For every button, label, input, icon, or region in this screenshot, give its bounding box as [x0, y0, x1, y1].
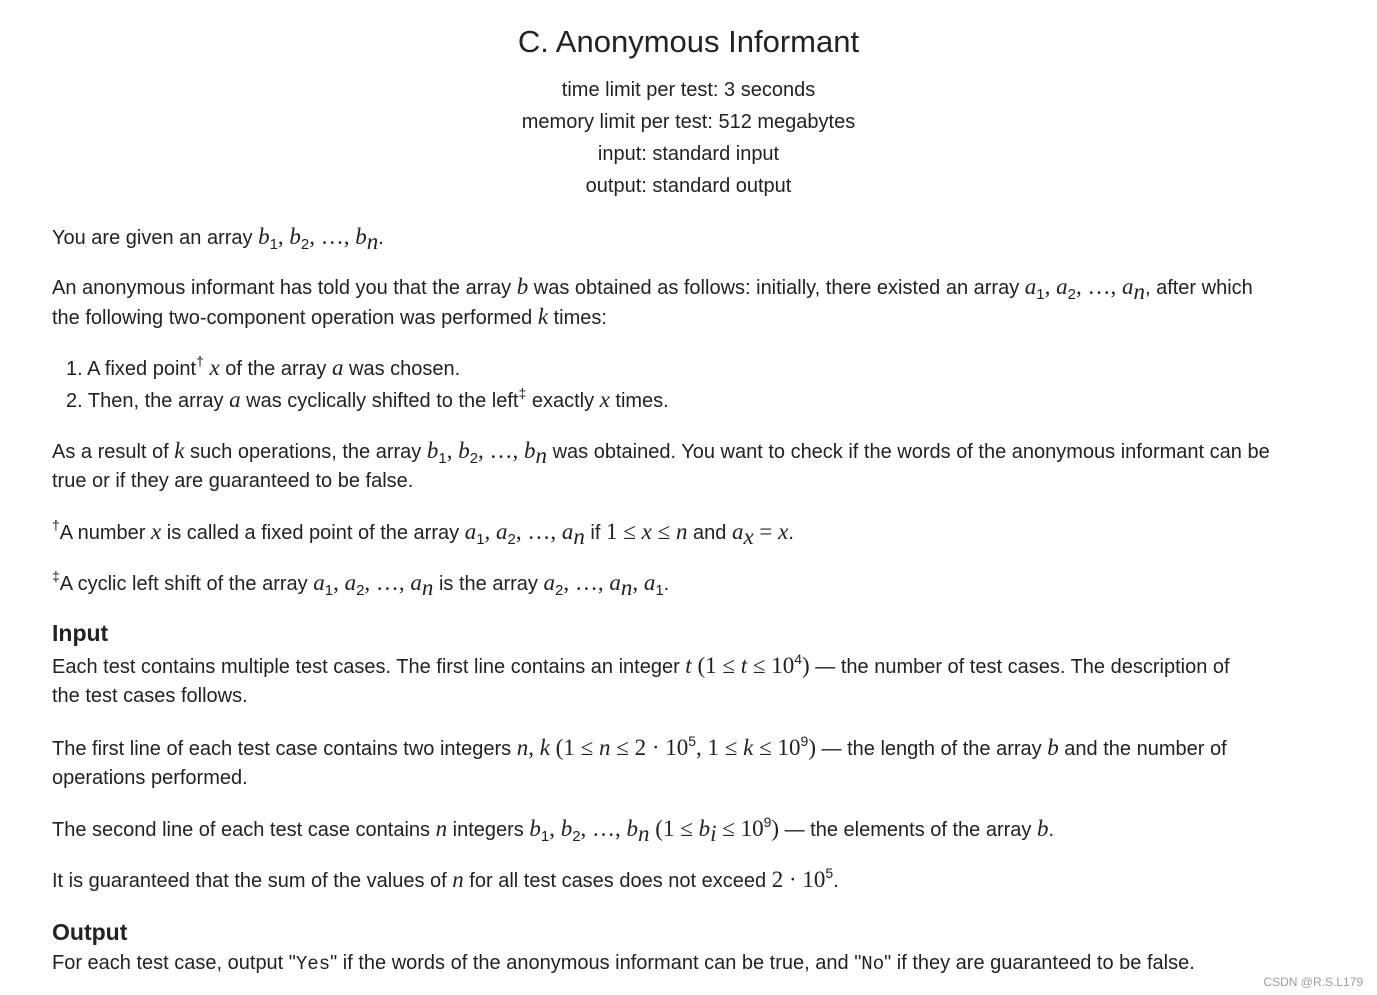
- input-paragraph: It is guaranteed that the sum of the values of n for all test cases does not exceed $2 \cdot 10^5$.: [52, 865, 839, 892]
- statement-paragraph: You are given an array $b_1$, $b_2$, …, $b_n$.: [52, 224, 384, 254]
- input-paragraph: The second line of each test case contains n integers $b_1$, $b_2$, …, $b_n$ $(1 \le b_i \le 10^9)$ — the elements of the array b.: [52, 814, 1055, 846]
- time-limit: time limit per test: 3 seconds: [561, 79, 816, 101]
- input-paragraph: the test cases follows.: [52, 685, 248, 707]
- yes-literal: Yes: [295, 953, 331, 975]
- statement-paragraph: true or if they are guaranteed to be false.: [52, 470, 414, 492]
- statement-paragraph: the following two-component operation was performed k times:: [52, 304, 607, 329]
- output-heading: Output: [52, 919, 128, 945]
- output-paragraph: For each test case, output "Yes" if the words of the anonymous informant can be true, and "No" if they are guaranteed to be false.: [52, 952, 1195, 975]
- input-paragraph: Each test contains multiple test cases. The first line contains an integer t $(1 \le t \le 10^4)$ — the number of test cases. The description of: [52, 651, 1230, 678]
- no-literal: No: [861, 953, 885, 975]
- memory-limit: memory limit per test: 512 megabytes: [521, 111, 856, 133]
- problem-title: C. Anonymous Informant: [517, 24, 860, 59]
- input-paragraph: The first line of each test case contains two integers n, k ($1 \le n \le 2 \cdot 10^5$, $1 \le k \le 10^9$) — the length of the array b and the number of: [52, 733, 1227, 760]
- input-paragraph: operations performed.: [52, 767, 248, 789]
- input-heading: Input: [52, 620, 109, 646]
- statement-paragraph: As a result of k such operations, the array $b_1$, $b_2$, …, $b_n$ was obtained. You want to check if the words of the anonymous informant can be: [52, 438, 1270, 468]
- footnote-fixed-point: †A number x is called a fixed point of the array $a_1$, $a_2$, …, $a_n$ if 1 ≤ x ≤ n and $a_x = x$.: [52, 517, 794, 549]
- input-file: input: standard input: [597, 143, 780, 165]
- list-item: 2. Then, the array a was cyclically shifted to the left‡ exactly x times.: [66, 385, 669, 412]
- statement-paragraph: An anonymous informant has told you that the array b was obtained as follows: initially, there existed an array $a_1$, $a_2$, …, $a_n$, after which: [52, 274, 1253, 304]
- output-file: output: standard output: [585, 175, 792, 197]
- list-item: 1. A fixed point† x of the array a was chosen.: [66, 353, 461, 380]
- watermark: CSDN @R.S.L179: [1263, 975, 1363, 989]
- footnote-cyclic-shift: ‡A cyclic left shift of the array $a_1$, $a_2$, …, $a_n$ is the array $a_2$, …, $a_n$, $a_1$.: [52, 568, 670, 600]
